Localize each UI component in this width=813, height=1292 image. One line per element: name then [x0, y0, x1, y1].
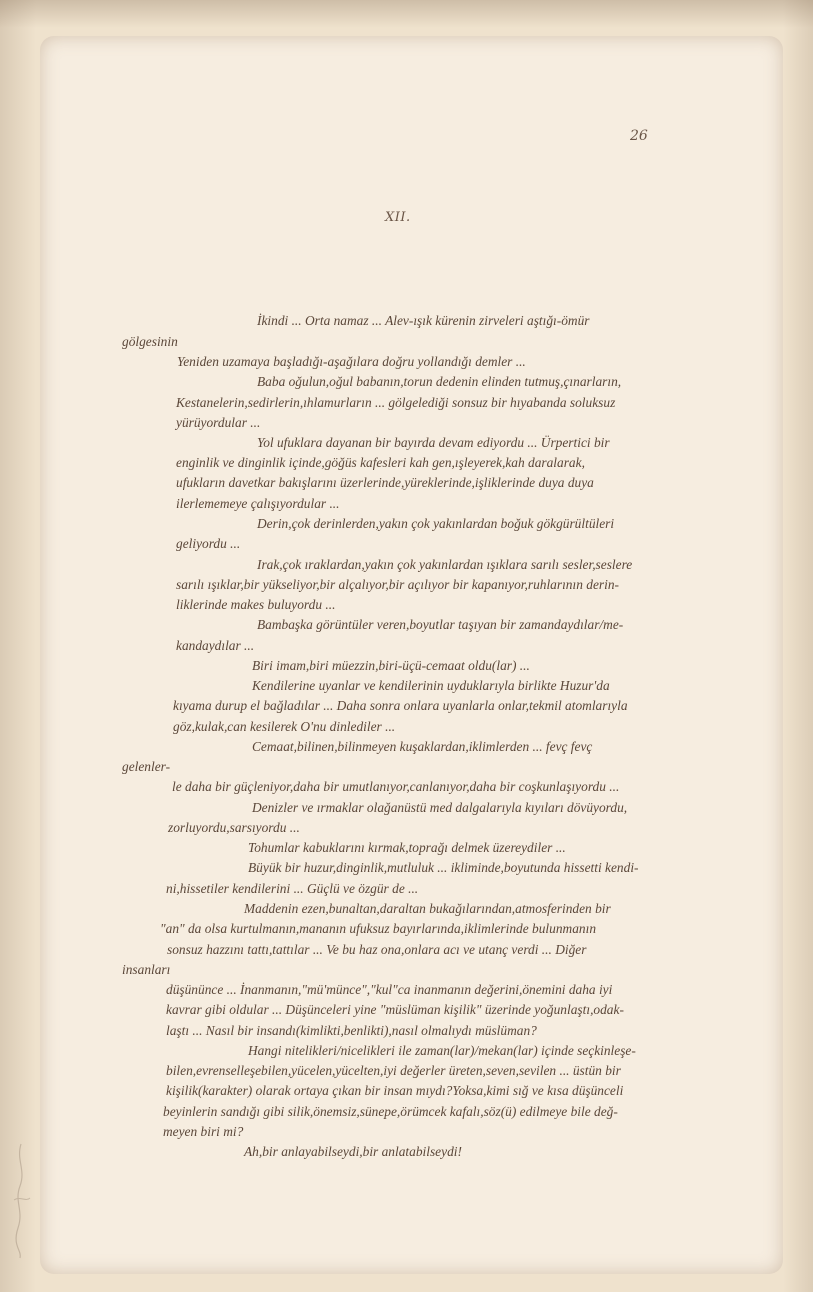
- text-line: zorluyordu,sarsıyordu ...: [168, 820, 300, 835]
- text-line: Hangi nitelikleri/nicelikleri ile zaman(lar)/mekan(lar) içinde seçkinleşe-: [248, 1043, 636, 1058]
- text-line: kandaydılar ...: [176, 638, 255, 653]
- text-line: Baba oğulun,oğul babanın,torun dedenin elinden tutmuş,çınarların,: [257, 374, 622, 389]
- text-line: insanları: [122, 962, 171, 977]
- text-line: Denizler ve ırmaklar olağanüstü med dalgalarıyla kıyıları dövüyordu,: [252, 800, 628, 815]
- text-line: laştı ... Nasıl bir insandı(kimlikti,benlikti),nasıl olmalıydı müslüman?: [166, 1023, 537, 1038]
- text-line: beyinlerin sandığı gibi silik,önemsiz,sünepe,örümcek kafalı,söz(ü) edilmeye bile değ-: [163, 1104, 618, 1119]
- text-line: Ah,bir anlayabilseydi,bir anlatabilseydi!: [244, 1144, 462, 1159]
- text-line: kavrar gibi oldular ... Düşünceleri yine "müslüman kişilik" üzerinde yoğunlaştı,odak-: [166, 1002, 624, 1017]
- text-line: ufukların davetkar bakışlarını üzerlerinde,yüreklerinde,işliklerinde duya duya: [176, 475, 594, 490]
- text-line: Kendilerine uyanlar ve kendilerinin uyduklarıyla birlikte Huzur'da: [252, 678, 610, 693]
- text-line: Irak,çok ıraklardan,yakın çok yakınlardan ışıklara sarılı sesler,seslere: [257, 557, 633, 572]
- text-line: Büyük bir huzur,dinginlik,mutluluk ... ikliminde,boyutunda hissetti kendi-: [248, 860, 639, 875]
- text-line: gölgesinin: [122, 334, 178, 349]
- text-line: Yol ufuklara dayanan bir bayırda devam ediyordu ... Ürpertici bir: [257, 435, 610, 450]
- text-line: ni,hissetiler kendilerini ... Güçlü ve özgür de ...: [166, 881, 419, 896]
- text-line: enginlik ve dinginlik içinde,göğüs kafesleri kah gen,ışleyerek,kah daralarak,: [176, 455, 585, 470]
- chapter-heading: XII.: [385, 210, 411, 225]
- text-line: Cemaat,bilinen,bilinmeyen kuşaklardan,iklimlerden ... fevç fevç: [252, 739, 593, 754]
- text-line: Biri imam,biri müezzin,biri-üçü-cemaat oldu(lar) ...: [252, 658, 530, 673]
- text-line: Bambaşka görüntüler veren,boyutlar taşıyan bir zamandaydılar/me-: [257, 617, 624, 632]
- text-line: göz,kulak,can kesilerek O'nu dinlediler ...: [173, 719, 396, 734]
- page-number: 26: [630, 128, 648, 144]
- text-line: kişilik(karakter) olarak ortaya çıkan bir insan mıydı?Yoksa,kimi sığ ve kısa düşünceli: [166, 1083, 624, 1098]
- text-line: bilen,evrenselleşebilen,yücelen,yücelten,iyi değerler üreten,seven,sevilen ... üstün bir: [166, 1063, 621, 1078]
- text-line: ilerlememeye çalışıyordular ...: [176, 496, 340, 511]
- text-line: le daha bir güçleniyor,daha bir umutlanıyor,canlanıyor,daha bir coşkunlaşıyordu ...: [172, 779, 620, 794]
- text-line: yürüyordular ...: [176, 415, 261, 430]
- text-line: meyen biri mi?: [163, 1124, 244, 1139]
- text-line: "an" da olsa kurtulmanın,mananın ufuksuz bayırlarında,iklimlerinde bulunmanın: [160, 921, 597, 936]
- text-line: Tohumlar kabuklarını kırmak,toprağı delmek üzereydiler ...: [248, 840, 566, 855]
- text-line: gelenler-: [122, 759, 171, 774]
- text-line: Maddenin ezen,bunaltan,daraltan bukağılarından,atmosferinden bir: [244, 901, 611, 916]
- margin-scribble-mark: [6, 1140, 36, 1260]
- text-line: Kestanelerin,sedirlerin,ıhlamurların ... gölgelediği sonsuz bir hıyabanda soluksuz: [176, 395, 616, 410]
- text-line: kıyama durup el bağladılar ... Daha sonra onlara uyanlarla onlar,tekmil atomlarıyla: [173, 698, 628, 713]
- text-line: sarılı ışıklar,bir yükseliyor,bir alçalıyor,bir açılıyor bir kapanıyor,ruhlarının derin-: [176, 577, 619, 592]
- text-line: sonsuz hazzını tattı,tattılar ... Ve bu haz ona,onlara acı ve utanç verdi ... Diğer: [167, 942, 587, 957]
- text-line: düşününce ... İnanmanın,"mü'münce","kul"ca inanmanın değerini,önemini daha iyi: [166, 982, 613, 997]
- text-line: İkindi ... Orta namaz ... Alev-ışık kürenin zirveleri aştığı-ömür: [257, 313, 590, 328]
- text-line: Derin,çok derinlerden,yakın çok yakınlardan boğuk gökgürültüleri: [257, 516, 615, 531]
- text-line: Yeniden uzamaya başladığı-aşağılara doğru yollandığı demler ...: [177, 354, 526, 369]
- text-line: liklerinde makes buluyordu ...: [176, 597, 336, 612]
- text-line: geliyordu ...: [176, 536, 241, 551]
